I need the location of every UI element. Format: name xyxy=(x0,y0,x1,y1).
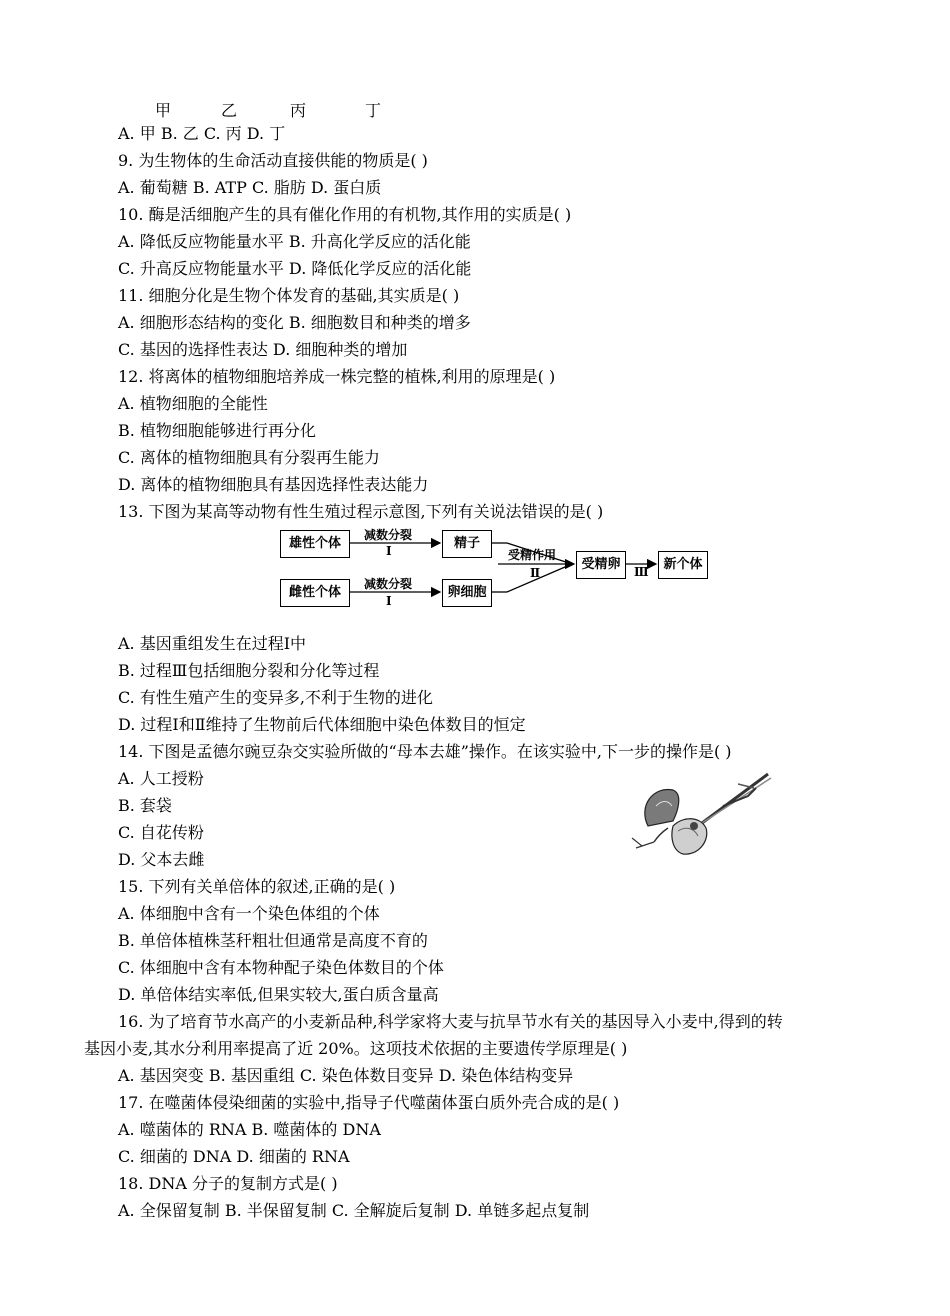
label-meiosis-bottom: 减数分裂 xyxy=(364,577,413,591)
q13-option-d: D. 过程Ⅰ和Ⅱ维持了生物前后代体细胞中染色体数目的恒定 xyxy=(118,715,526,734)
q12-option-a: A. 植物细胞的全能性 xyxy=(118,394,268,413)
q11-options-ab: A. 细胞形态结构的变化 B. 细胞数目和种类的增多 xyxy=(118,313,471,332)
q15-stem: 15. 下列有关单倍体的叙述,正确的是( ) xyxy=(118,877,396,896)
q13-stem: 13. 下图为某高等动物有性生殖过程示意图,下列有关说法错误的是( ) xyxy=(118,502,604,521)
q16-stem-line1: 16. 为了培育节水高产的小麦新品种,科学家将大麦与抗旱节水有关的基因导入小麦中,得到的转 xyxy=(118,1012,783,1031)
q15-option-a: A. 体细胞中含有一个染色体组的个体 xyxy=(118,904,380,923)
label-step1-top: Ⅰ xyxy=(386,544,392,558)
label-step1-bottom: Ⅰ xyxy=(386,594,392,608)
q15-option-b: B. 单倍体植株茎秆粗壮但通常是高度不育的 xyxy=(118,931,428,950)
q18-options: A. 全保留复制 B. 半保留复制 C. 全解旋后复制 D. 单链多起点复制 xyxy=(118,1201,590,1220)
q8-options: A. 甲 B. 乙 C. 丙 D. 丁 xyxy=(118,124,286,143)
label-bing: 丙 xyxy=(290,101,307,120)
q10-stem: 10. 酶是活细胞产生的具有催化作用的有机物,其作用的实质是( ) xyxy=(118,205,572,224)
q12-option-b: B. 植物细胞能够进行再分化 xyxy=(118,421,316,440)
label-ding: 丁 xyxy=(365,101,382,120)
reproduction-diagram xyxy=(272,522,722,622)
q11-options-cd: C. 基因的选择性表达 D. 细胞种类的增加 xyxy=(118,340,408,359)
q14-stem: 14. 下图是孟德尔豌豆杂交实验所做的“母本去雄”操作。在该实验中,下一步的操作是( ) xyxy=(118,742,732,761)
q13-option-a: A. 基因重组发生在过程Ⅰ中 xyxy=(118,634,307,653)
q12-option-d: D. 离体的植物细胞具有基因选择性表达能力 xyxy=(118,475,429,494)
q9-options: A. 葡萄糖 B. ATP C. 脂肪 D. 蛋白质 xyxy=(118,178,382,197)
q17-options-cd: C. 细菌的 DNA D. 细菌的 RNA xyxy=(118,1147,350,1166)
q9-stem: 9. 为生物体的生命活动直接供能的物质是( ) xyxy=(118,151,428,170)
pea-flower-emasculation-illustration xyxy=(628,766,773,866)
q12-stem: 12. 将离体的植物细胞培养成一株完整的植株,利用的原理是( ) xyxy=(118,367,556,386)
q10-options-ab: A. 降低反应物能量水平 B. 升高化学反应的活化能 xyxy=(118,232,471,251)
box-male: 雄性个体 xyxy=(280,530,350,558)
q14-option-d: D. 父本去雌 xyxy=(118,850,205,869)
q14-option-c: C. 自花传粉 xyxy=(118,823,204,842)
label-meiosis-top: 减数分裂 xyxy=(364,528,413,542)
q17-options-ab: A. 噬菌体的 RNA B. 噬菌体的 DNA xyxy=(118,1120,381,1139)
box-female: 雌性个体 xyxy=(280,579,350,607)
q15-option-c: C. 体细胞中含有本物种配子染色体数目的个体 xyxy=(118,958,444,977)
label-yi: 乙 xyxy=(221,101,238,120)
q17-stem: 17. 在噬菌体侵染细菌的实验中,指导子代噬菌体蛋白质外壳合成的是( ) xyxy=(118,1093,620,1112)
q10-options-cd: C. 升高反应物能量水平 D. 降低化学反应的活化能 xyxy=(118,259,472,278)
label-step2: Ⅱ xyxy=(530,566,541,580)
label-fertilization: 受精作用 xyxy=(508,548,557,562)
label-step3: Ⅲ xyxy=(634,565,649,579)
box-new-individual: 新个体 xyxy=(658,551,708,579)
q14-option-b: B. 套袋 xyxy=(118,796,172,815)
box-zygote: 受精卵 xyxy=(576,551,626,579)
q13-option-b: B. 过程Ⅲ包括细胞分裂和分化等过程 xyxy=(118,661,380,680)
q13-option-c: C. 有性生殖产生的变异多,不利于生物的进化 xyxy=(118,688,433,707)
q14-option-a: A. 人工授粉 xyxy=(118,769,204,788)
box-sperm: 精子 xyxy=(442,530,492,558)
q16-options: A. 基因突变 B. 基因重组 C. 染色体数目变异 D. 染色体结构变异 xyxy=(118,1066,574,1085)
q16-stem-line2: 基因小麦,其水分利用率提高了近 20%。这项技术依据的主要遗传学原理是( ) xyxy=(84,1039,628,1058)
q12-option-c: C. 离体的植物细胞具有分裂再生能力 xyxy=(118,448,380,467)
q11-stem: 11. 细胞分化是生物个体发育的基础,其实质是( ) xyxy=(118,286,460,305)
label-jia: 甲 xyxy=(155,101,172,120)
q15-option-d: D. 单倍体结实率低,但果实较大,蛋白质含量高 xyxy=(118,985,439,1004)
box-egg: 卵细胞 xyxy=(442,579,492,607)
q18-stem: 18. DNA 分子的复制方式是( ) xyxy=(118,1174,338,1193)
